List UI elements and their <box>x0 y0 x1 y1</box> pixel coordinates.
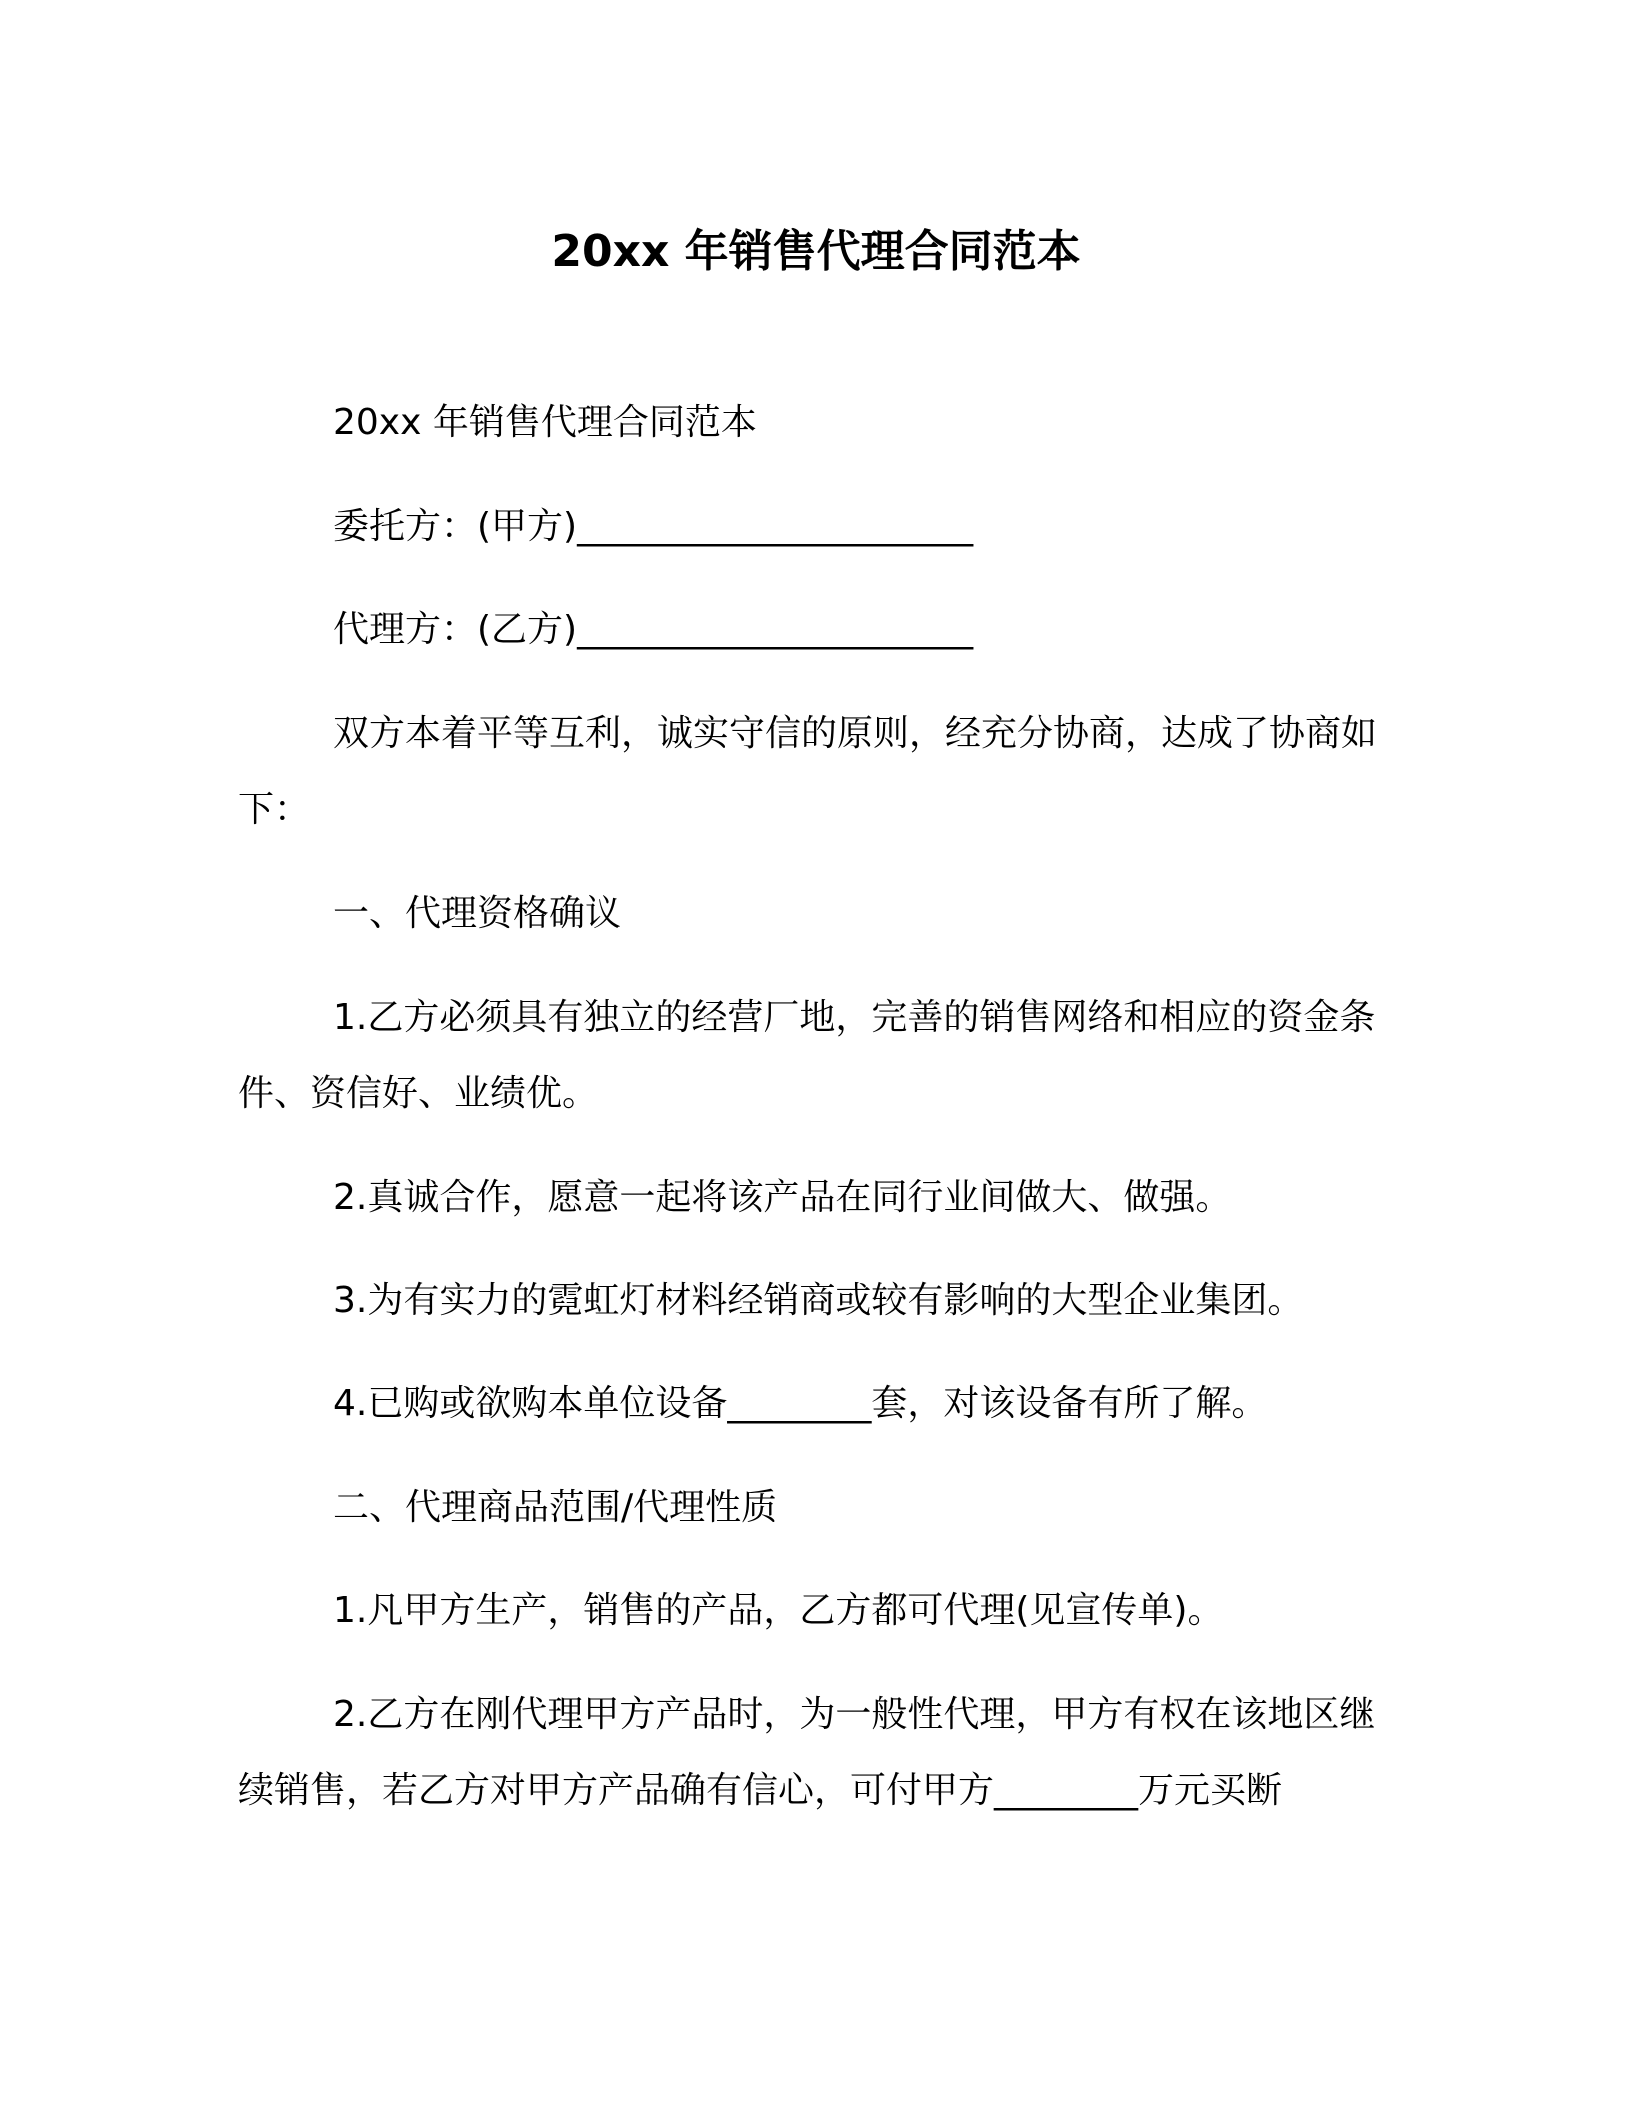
section-heading-1: 一、代理资格确议 <box>333 893 622 934</box>
paragraph-party-b: 代理方：(乙方)______________________ <box>333 609 974 650</box>
paragraph-section1-item4: 4.已购或欲购本单位设备________套，对该设备有所了解。 <box>333 1383 1268 1424</box>
paragraph-section2-item2: 2.乙方在刚代理甲方产品时，为一般性代理，甲方有权在该地区继续销售，若乙方对甲方产品确有信心，可付甲方________万元买断 <box>238 1694 1376 1811</box>
paragraph-section1-item2: 2.真诚合作，愿意一起将该产品在同行业间做大、做强。 <box>333 1177 1232 1218</box>
paragraph-intro: 双方本着平等互利，诚实守信的原则，经充分协商，达成了协商如下： <box>238 713 1378 830</box>
paragraph-section1-item1: 1.乙方必须具有独立的经营厂地，完善的销售网络和相应的资金条件、资信好、业绩优。 <box>238 997 1376 1114</box>
paragraph-subtitle: 20xx 年销售代理合同范本 <box>333 402 757 443</box>
section-heading-2: 二、代理商品范围/代理性质 <box>333 1487 778 1528</box>
paragraph-section1-item3: 3.为有实力的霓虹灯材料经销商或较有影响的大型企业集团。 <box>333 1280 1304 1321</box>
paragraph-section2-item1: 1.凡甲方生产，销售的产品，乙方都可代理(见宣传单)。 <box>333 1590 1224 1631</box>
paragraph-party-a: 委托方：(甲方)______________________ <box>333 506 974 547</box>
document-title: 20xx 年销售代理合同范本 <box>551 226 1081 277</box>
